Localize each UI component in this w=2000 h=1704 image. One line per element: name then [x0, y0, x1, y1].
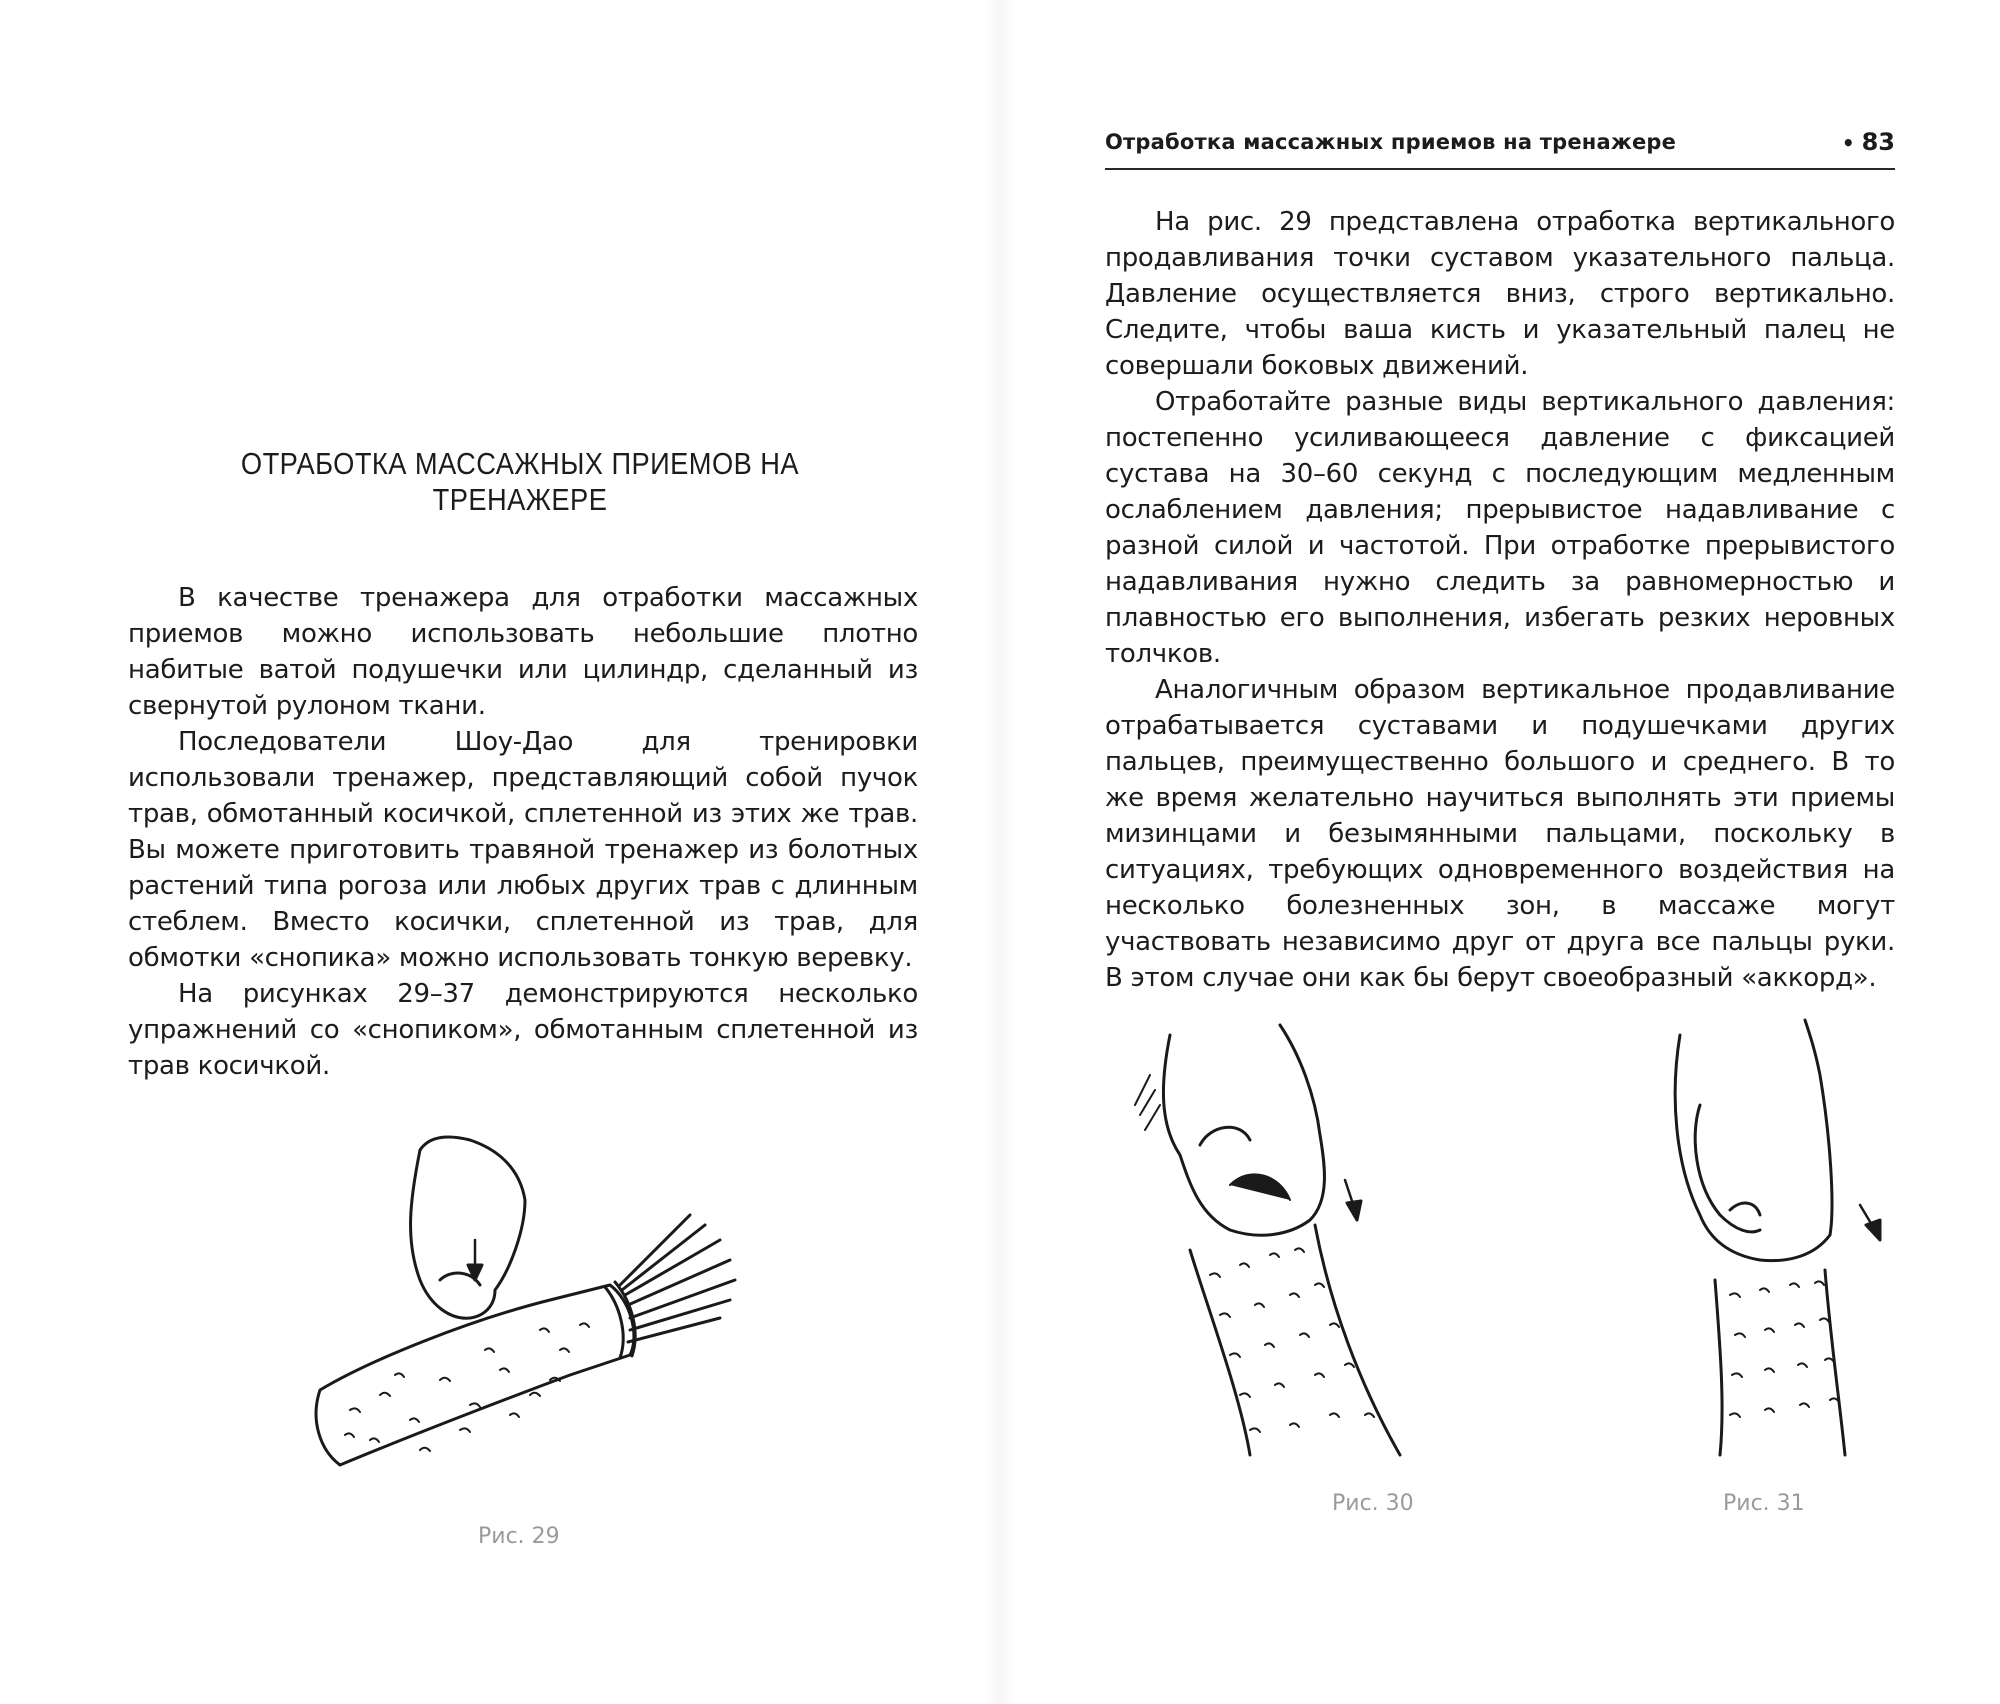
knuckle-pressing-bundle-illustration — [1130, 1015, 1450, 1475]
right-body-text — [1105, 204, 1895, 996]
running-head — [1105, 128, 1895, 170]
figure-caption: Рис. 30 — [1332, 1491, 1414, 1516]
paragraph: Последователи Шоу-Дао для тренировки использовали тренажер, представляющий собой пучок трав, обмотанный косичкой, сплетенной из этих же трав. Вы можете приготовить травяной тренажер из болотных растений типа рогоза или любых других трав с длинным стеблем. Вместо косички, сплетенной из трав, для обмотки «снопика» можно использовать тонкую веревку. — [128, 727, 918, 973]
finger-pressing-bundle-illustration — [1620, 1015, 1920, 1475]
page-number: • 83 — [1842, 128, 1895, 156]
left-body-text — [128, 580, 918, 1084]
chapter-title: ОТРАБОТКА МАССАЖНЫХ ПРИЕМОВ НА ТРЕНАЖЕРЕ — [240, 445, 800, 517]
hand-pressing-bundle-illustration — [310, 1120, 740, 1500]
paragraph: На рис. 29 представлена отработка вертикального продавливания точки суставом указательного пальца. Давление осуществляется вниз, строго вертикально. Следите, чтобы ваша кисть и указательный палец не совершали боковых движений. — [1105, 207, 1895, 381]
figure-caption: Рис. 29 — [478, 1524, 560, 1549]
paragraph: Аналогичным образом вертикальное продавливание отрабатывается суставами и подушечками других пальцев, преимущественно большого и среднего. В то же время желательно научиться выполнять эти приемы мизинцами и безымянными пальцами, поскольку в ситуациях, требующих одновременного воздействия на несколько болезненных зон, в массаже могут участвовать независимо друг от друга все пальцы руки. В этом случае они как бы берут своеобразный «аккорд». — [1105, 675, 1895, 993]
paragraph: В качестве тренажера для отработки массажных приемов можно использовать небольшие плотно набитые ватой подушечки или цилиндр, сделанный из свернутой рулоном ткани. — [128, 583, 918, 721]
paragraph: Отработайте разные виды вертикального давления: постепенно усиливающееся давление с фиксацией сустава на 30–60 секунд с последующим медленным ослаблением давления; прерывистое надавливание с разной силой и частотой. При отработке прерывистого надавливания нужно следить за равномерностью и плавностью его выполнения, избегать резких неровных толчков. — [1105, 387, 1895, 669]
figure-caption: Рис. 31 — [1723, 1491, 1805, 1516]
running-head-title: Отработка массажных приемов на тренажере — [1105, 130, 1677, 154]
paragraph: На рисунках 29–37 демонстрируются несколько упражнений со «снопиком», обмотанным сплетенной из трав косичкой. — [128, 979, 918, 1081]
right-page — [1000, 0, 2000, 1704]
